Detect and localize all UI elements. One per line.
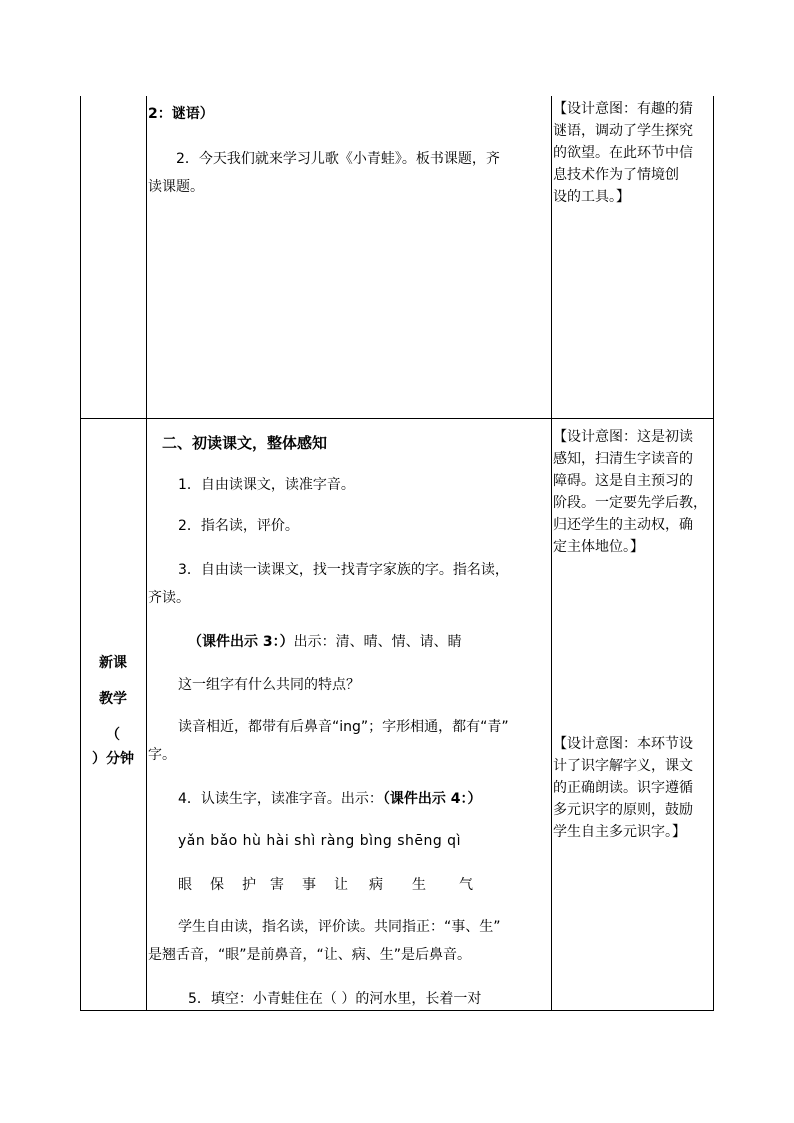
char-5: 事 (302, 877, 316, 893)
step-4-text: 4．认读生字，读准字音。出示： (178, 791, 383, 807)
section-label-line1: 新课 (99, 655, 127, 671)
courseware-3-label: （课件出示 3：） (188, 634, 294, 650)
table-border-right (713, 96, 714, 1011)
lesson-intro-line: 2．今天我们就来学习儿歌《小青蛙》。板书课题，齐 (176, 151, 500, 167)
table-border-left (80, 96, 81, 1011)
courseware-4-label: （课件出示 4：） (382, 791, 482, 807)
char-9: 气 (459, 877, 473, 893)
char-1: 眼 (178, 877, 192, 893)
question-line: 这一组字有什么共同的特点？ (178, 677, 360, 693)
char-8: 生 (412, 877, 426, 893)
practice-line: 学生自由读，指名读，评价读。共同指正：“事、生” (178, 919, 501, 935)
table-row-divider (80, 418, 714, 419)
table-border-bottom (80, 1010, 714, 1011)
answer-line-cont: 字。 (148, 747, 176, 763)
table-border-col2 (551, 96, 552, 1011)
courseware-3-line (188, 631, 462, 653)
section-label-line4: ）分钟 (92, 751, 134, 767)
practice-line-cont: 是翘舌音，“眼”是前鼻音，“让、病、生”是后鼻音。 (148, 947, 472, 963)
char-4: 害 (270, 877, 284, 893)
char-7: 病 (369, 877, 383, 893)
design-note-1: 【设计意图：有趣的猜 谜语，调动了学生探究 的欲望。在此环节中信 息技术作为了情境创 设的工具。】 (553, 101, 693, 205)
courseware-3-chars: 出示：清、晴、情、请、睛 (293, 634, 462, 650)
step-5: 5．填空：小青蛙住在（ ）的河水里，长着一对 (188, 991, 482, 1007)
pinyin-line: yǎn bǎo hù hài shì ràng bìng shēng qì (178, 833, 461, 849)
step-1: 1．自由读课文，读准字音。 (178, 477, 355, 493)
char-6: 让 (334, 877, 348, 893)
section-label-line3: （ (106, 727, 120, 743)
section-heading: 二、初读课文，整体感知 (162, 434, 328, 452)
section-label-line2: 教学 (99, 691, 127, 707)
design-note-2: 【设计意图：这是初读 感知，扫清生字读音的 障碍。这是自主预习的 阶段。一定要先学后教， 归还学生的主动权，确 定主体地位。】 (553, 429, 707, 555)
answer-line: 读音相近，都带有后鼻音“ing”；字形相通，都有“青” (178, 719, 509, 735)
step-2: 2．指名读，评价。 (178, 518, 299, 534)
step-4-line (178, 788, 482, 810)
design-note-3: 【设计意图：本环节设 计了识字解字义，课文 的正确朗读。识字遵循 多元识字的原则，鼓励 学生自主多元识字。】 (553, 736, 693, 840)
step-3: 3．自由读一读课文，找一找青字家族的字。指名读， (178, 562, 509, 578)
char-2: 保 (210, 877, 224, 893)
char-3: 护 (242, 877, 256, 893)
lesson-intro-line-cont: 读课题。 (148, 179, 204, 195)
table-border-col1 (146, 96, 147, 1011)
riddle-line: 2：谜语） (148, 106, 214, 122)
step-3-cont: 齐读。 (148, 590, 190, 606)
